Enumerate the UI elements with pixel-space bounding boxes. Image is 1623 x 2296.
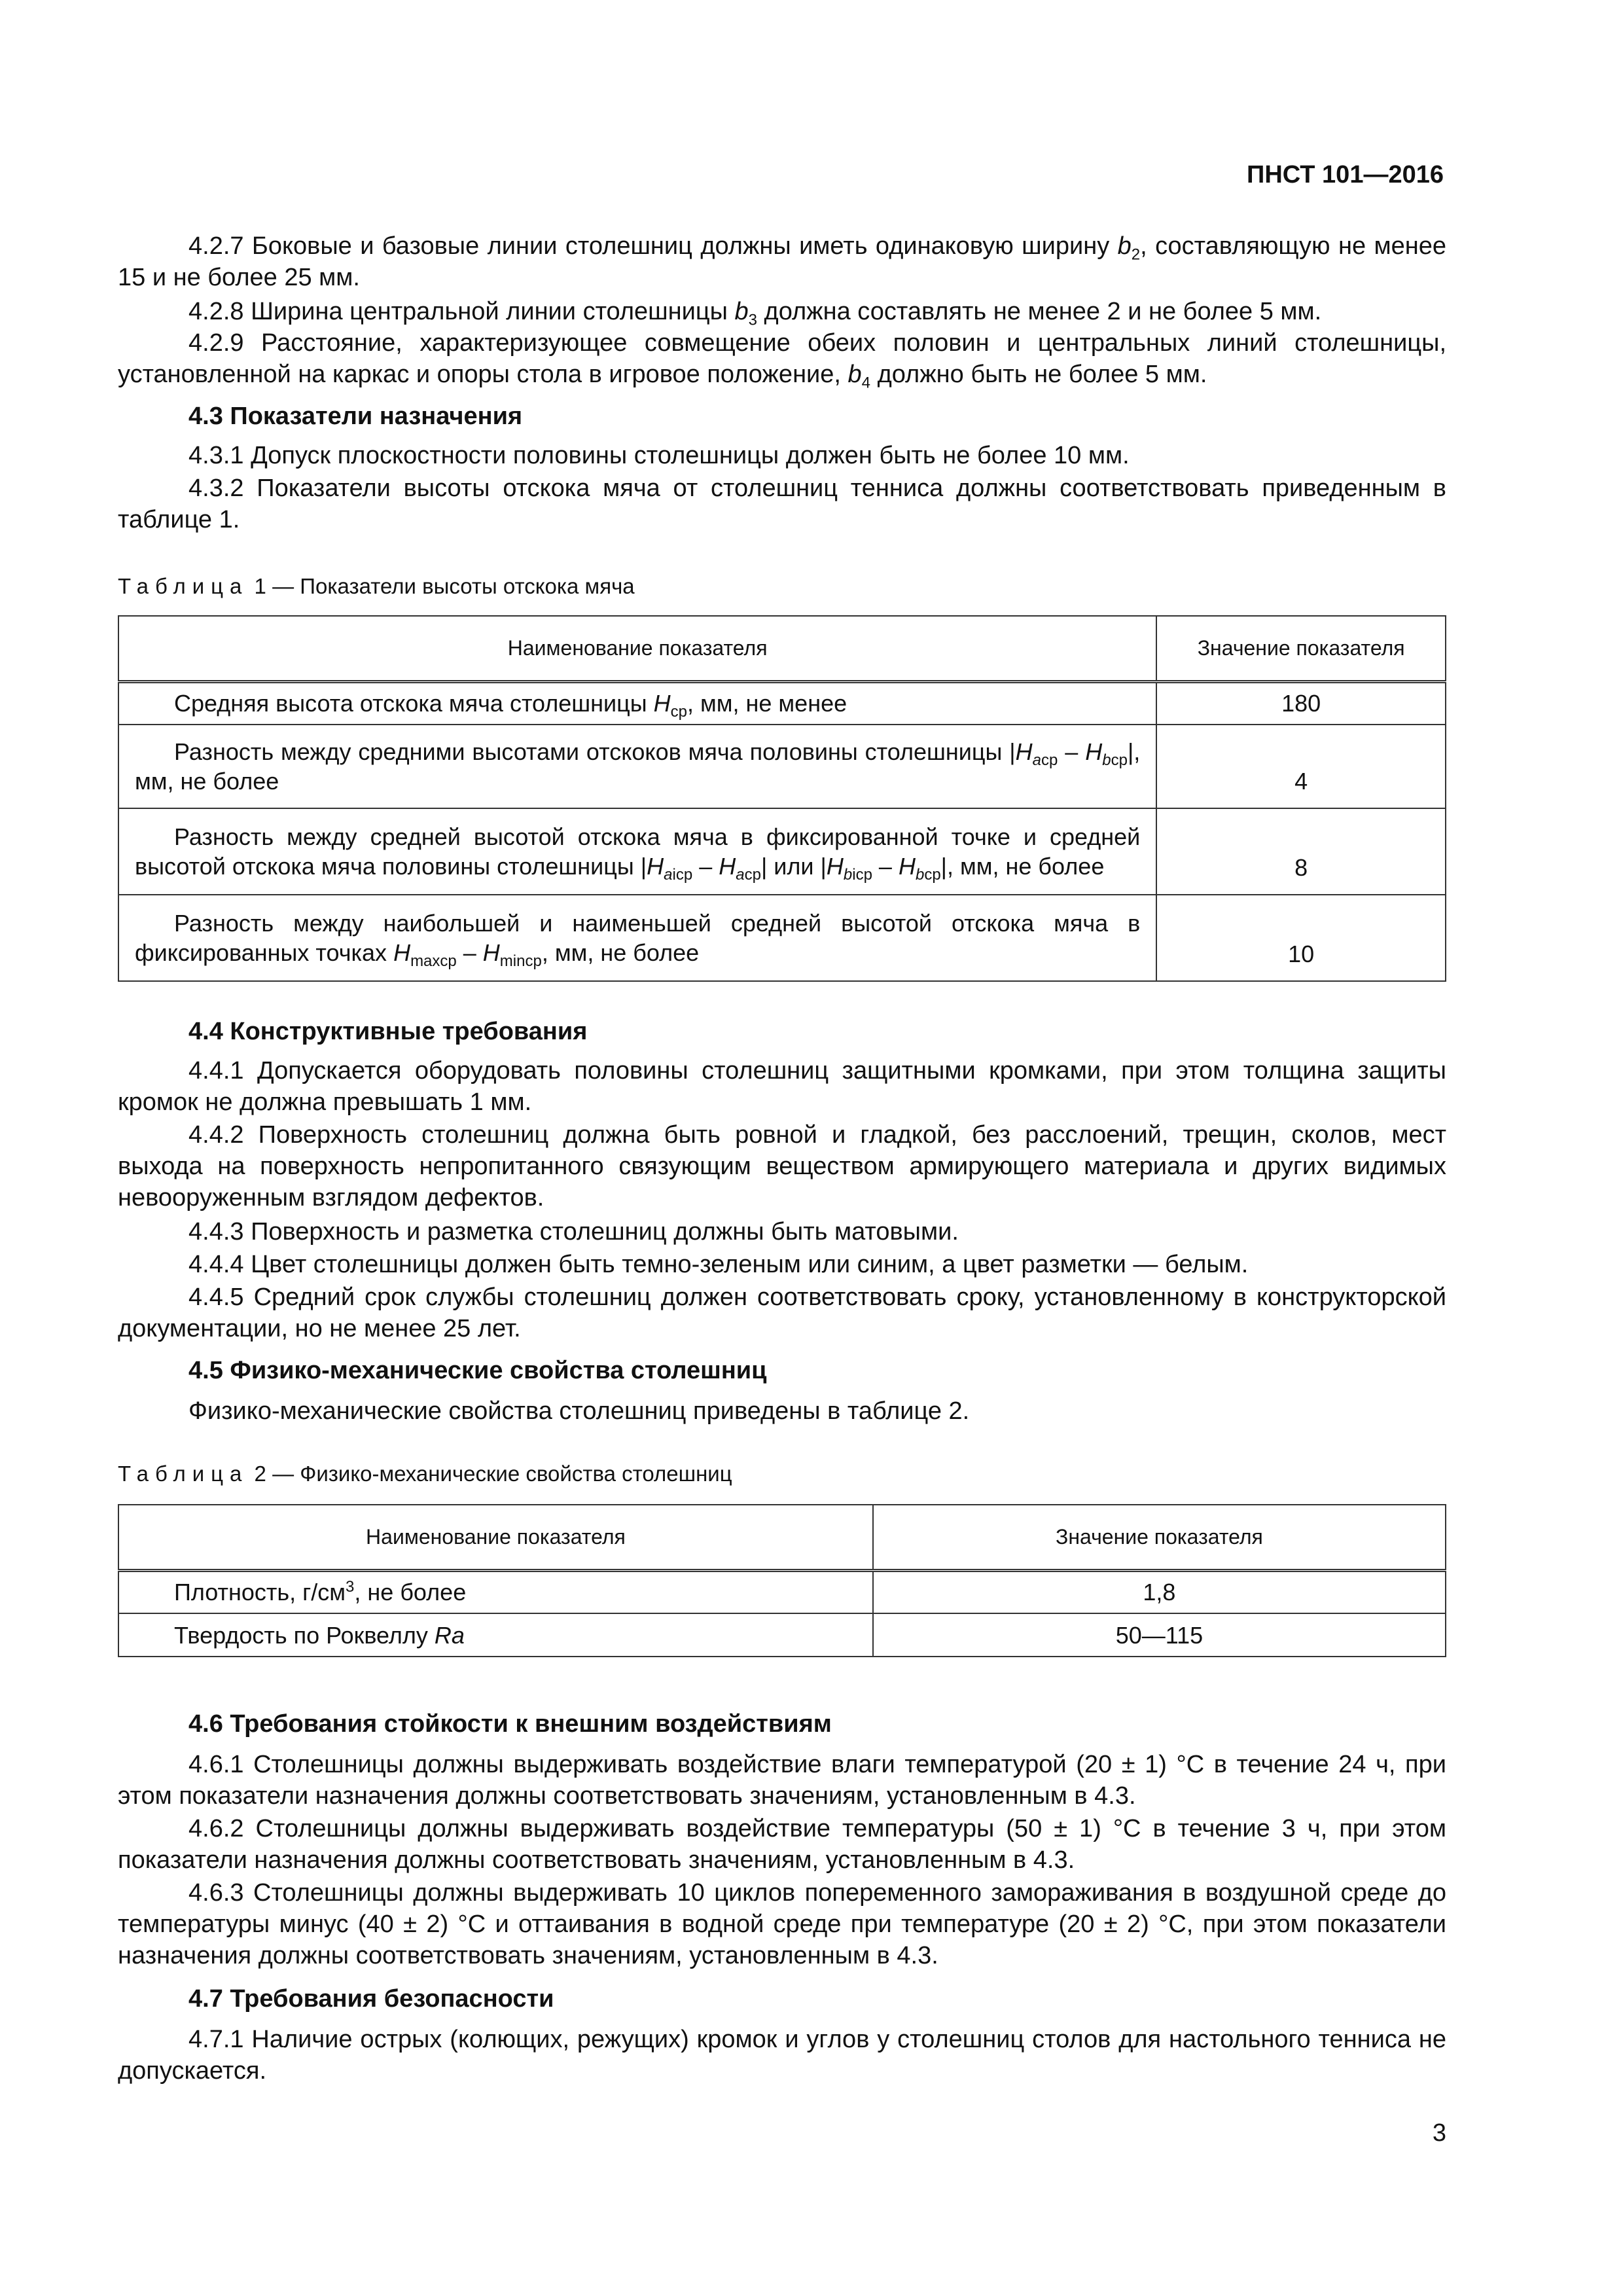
paragraph-4-4-4: 4.4.4 Цвет столешницы должен быть темно-зеленым или синим, а цвет разметки — белым. [188, 1251, 1249, 1278]
paragraph-4-2-8: 4.2.8 Ширина центральной линии столешницы $b_3$ должна составлять не менее 2 и не более 5 мм. [188, 298, 1322, 329]
table-cell-value: 180 [1156, 681, 1446, 725]
paragraph-4-4-5: 4.4.5 Средний срок службы столешниц должен соответствовать сроку, установленному в конструкторской документации, но не менее 25 лет. [118, 1283, 1446, 1342]
table-cell-name: Разность между наибольшей и наименьшей средней высотой отскока мяча в фиксированных точках $H_{maxср} - H_{minср}$, мм, не более [118, 895, 1156, 981]
table-cell-value: 8 [1156, 808, 1446, 895]
table-cell-value: 50—115 [873, 1613, 1446, 1657]
document-number: ПНСТ 101—2016 [1247, 161, 1444, 188]
paragraph-4-4-1: 4.4.1 Допускается оборудовать половины столешниц защитными кромками, при этом толщина защиты кромок не должна превышать 1 мм. [118, 1057, 1446, 1116]
table-cell-name: Твердость по Роквеллу Ra [118, 1613, 873, 1657]
section-heading-4-3: 4.3 Показатели назначения [188, 403, 523, 430]
table-cell-name: Средняя высота отскока мяча столешницы $H_{ср}$, мм, не менее [118, 681, 1156, 725]
table-1-header-value: Значение показателя [1156, 616, 1446, 681]
paragraph-4-3-1: 4.3.1 Допуск плоскостности половины столешницы должен быть не более 10 мм. [188, 442, 1130, 469]
paragraph-4-7-1: 4.7.1 Наличие острых (колющих, режущих) кромок и углов у столешниц столов для настольного тенниса не допускается. [118, 2026, 1446, 2085]
table-1-header-name: Наименование показателя [118, 616, 1156, 681]
table-cell-name: Плотность, $г/см^3$, не более [118, 1570, 873, 1613]
table-cell-value: 10 [1156, 895, 1446, 981]
table-1 [118, 615, 1446, 982]
table-row [118, 895, 1446, 981]
paragraph-4-6-3: 4.6.3 Столешницы должны выдерживать 10 циклов попеременного замораживания в воздушной среде до температуры минус (40 ± 2) °С и оттаивания в водной среде при температуре (20 ± 2) °С, при этом показатели назначения должны соответствовать значениям, установленным в 4.3. [118, 1879, 1446, 1969]
table-cell-name: Разность между средней высотой отскока мяча в фиксированной точке и средней высотой отскока мяча половины столешницы $|H_{aiср} - H_{aср}|$ или $|H_{biср} - H_{bср}|$, мм, не более [118, 808, 1156, 895]
paragraph-4-6-1: 4.6.1 Столешницы должны выдерживать воздействие влаги температурой (20 ± 1) °С в течение 24 ч, при этом показатели назначения должны соответствовать значениям, установленным в 4.3. [118, 1751, 1446, 1810]
table-2 [118, 1504, 1446, 1657]
paragraph-4-5: Физико-механические свойства столешниц приведены в таблице 2. [188, 1397, 970, 1425]
table-cell-value: 4 [1156, 725, 1446, 808]
section-heading-4-4: 4.4 Конструктивные требования [188, 1018, 588, 1045]
section-heading-4-5: 4.5 Физико-механические свойства столешниц [188, 1357, 767, 1384]
table-row [118, 681, 1446, 725]
table-1-caption: Таблица 1 — Показатели высоты отскока мяча [118, 574, 635, 598]
paragraph-4-3-2: 4.3.2 Показатели высоты отскока мяча от столешниц тенниса должны соответствовать приведенным в таблице 1. [118, 475, 1446, 533]
table-cell-name: Разность между средними высотами отскоков мяча половины столешницы $|H_{aср} - H_{bср}|$, мм, не более [118, 725, 1156, 808]
table-row [118, 808, 1446, 895]
paragraph-4-4-2: 4.4.2 Поверхность столешниц должна быть ровной и гладкой, без расслоений, трещин, сколов, мест выхода на поверхность непропитанного связующим веществом армирующего материала и других видимых невооруженным взглядом дефектов. [118, 1121, 1446, 1211]
paragraph-4-2-9: 4.2.9 Расстояние, характеризующее совмещение обеих половин и центральных линий столешницы, установленной на каркас и опоры стола в игровое положение, $b_4$ должно быть не более 5 мм. [118, 329, 1446, 392]
paragraph-4-6-2: 4.6.2 Столешницы должны выдерживать воздействие температуры (50 ± 1) °С в течение 3 ч, при этом показатели назначения должны соответствовать значениям, установленным в 4.3. [118, 1815, 1446, 1874]
table-2-header-name: Наименование показателя [118, 1505, 873, 1570]
table-row [118, 1613, 1446, 1657]
table-cell-value: 1,8 [873, 1570, 1446, 1613]
paragraph-4-4-3: 4.4.3 Поверхность и разметка столешниц должны быть матовыми. [188, 1218, 959, 1246]
table-2-caption: Таблица 2 — Физико-механические свойства столешниц [118, 1462, 732, 1486]
page-number: 3 [1432, 2119, 1446, 2147]
paragraph-4-2-7: 4.2.7 Боковые и базовые линии столешниц должны иметь одинаковую ширину $b_2$, составляющую не менее 15 и не более 25 мм. [118, 232, 1446, 291]
table-2-header-value: Значение показателя [873, 1505, 1446, 1570]
table-row [118, 1570, 1446, 1613]
section-heading-4-7: 4.7 Требования безопасности [188, 1985, 554, 2013]
section-heading-4-6: 4.6 Требования стойкости к внешним воздействиям [188, 1710, 832, 1738]
table-row [118, 725, 1446, 808]
